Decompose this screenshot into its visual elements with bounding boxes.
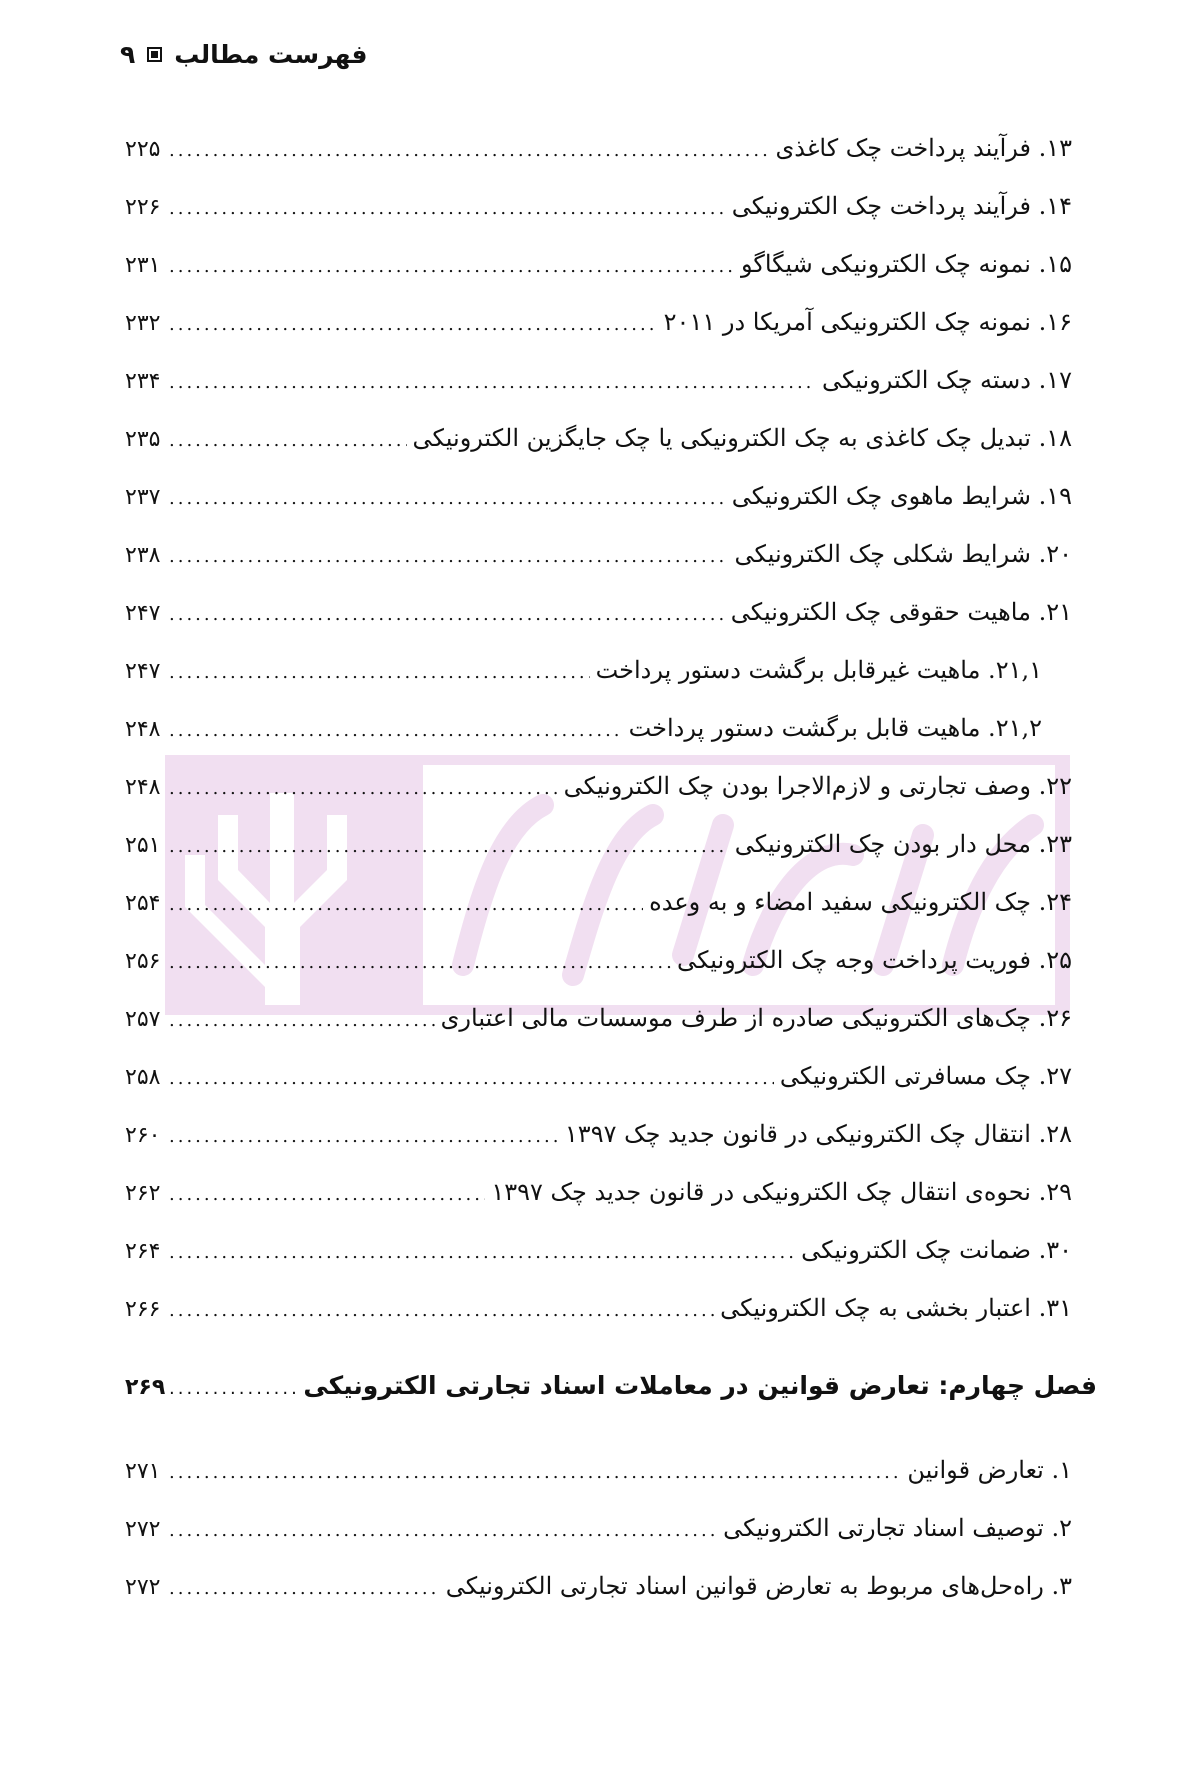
toc-subentry[interactable]: ۲۱,۲. ماهیت قابل برگشت دستور پرداخت ..... ۲۴۸: [125, 708, 1042, 748]
leader-dots: [169, 885, 643, 925]
square-bullet-icon: [147, 47, 162, 62]
toc-chapter-heading[interactable]: فصل چهارم: تعارض قوانین در معاملات اسناد تجارتی الکترونیکی ..... ۲۶۹: [125, 1366, 1097, 1406]
toc-entry[interactable]: ۳. راه‌حل‌های مربوط به تعارض قوانین اسناد تجارتی الکترونیکی ..... ۲۷۲: [125, 1566, 1072, 1606]
leader-dots: [169, 653, 590, 693]
toc-entry[interactable]: ۲۲. وصف تجارتی و لازم‌الاجرا بودن چک الکترونیکی ..... ۲۴۸: [125, 766, 1072, 806]
toc-entry[interactable]: ۱۵. نمونه چک الکترونیکی شیگاگو ..... ۲۳۱: [125, 244, 1072, 284]
toc-entry[interactable]: ۲۳. محل دار بودن چک الکترونیکی ..... ۲۵۱: [125, 824, 1072, 864]
toc-entry[interactable]: ۱۸. تبدیل چک کاغذی به چک الکترونیکی یا چک جایگزین الکترونیکی ..... ۲۳۵: [125, 418, 1072, 458]
leader-dots: [169, 1059, 774, 1099]
leader-dots: [169, 827, 729, 867]
leader-dots: [169, 943, 671, 983]
toc-entry[interactable]: ۲۷. چک مسافرتی الکترونیکی ..... ۲۵۸: [125, 1056, 1072, 1096]
header-page-number: ۹: [120, 40, 136, 69]
toc-entry[interactable]: ۲۶. چک‌های الکترونیکی صادره از طرف موسسات مالی اعتباری ..... ۲۵۷: [125, 998, 1072, 1038]
running-header: [120, 40, 368, 69]
leader-dots: [169, 421, 407, 461]
toc-entry[interactable]: ۱۶. نمونه چک الکترونیکی آمریکا در ۲۰۱۱ ..... ۲۳۲: [125, 302, 1072, 342]
toc-entry[interactable]: ۳۰. ضمانت چک الکترونیکی ..... ۲۶۴: [125, 1230, 1072, 1270]
toc-entry[interactable]: ۱۷. دسته چک الکترونیکی ..... ۲۳۴: [125, 360, 1072, 400]
toc-entry[interactable]: ۱. تعارض قوانین ..... ۲۷۱: [125, 1450, 1072, 1490]
leader-dots: [169, 189, 726, 229]
leader-dots: [169, 769, 558, 809]
toc-entry[interactable]: ۲. توصیف اسناد تجارتی الکترونیکی ..... ۲۷۲: [125, 1508, 1072, 1548]
toc-entry[interactable]: ۳۱. اعتبار بخشی به چک الکترونیکی ..... ۲۶۶: [125, 1288, 1072, 1328]
header-title: فهرست مطالب: [174, 40, 368, 69]
leader-dots: [169, 537, 728, 577]
toc-entry[interactable]: ۲۴. چک الکترونیکی سفید امضاء و به وعده ..... ۲۵۴: [125, 882, 1072, 922]
toc-entry[interactable]: ۲۸. انتقال چک الکترونیکی در قانون جدید چک ۱۳۹۷ ..... ۲۶۰: [125, 1114, 1072, 1154]
leader-dots: [169, 1511, 717, 1551]
toc-entry[interactable]: ۱۳. فرآیند پرداخت چک کاغذی ..... ۲۲۵: [125, 128, 1072, 168]
leader-dots: [169, 1175, 485, 1215]
leader-dots: [169, 1453, 901, 1493]
leader-dots: [169, 305, 658, 345]
leader-dots: [169, 1001, 435, 1041]
leader-dots: [169, 247, 735, 287]
toc-entry[interactable]: ۱۴. فرآیند پرداخت چک الکترونیکی ..... ۲۲۶: [125, 186, 1072, 226]
toc-entry[interactable]: ۱۹. شرایط ماهوی چک الکترونیکی ..... ۲۳۷: [125, 476, 1072, 516]
leader-dots: [169, 1569, 440, 1609]
leader-dots: [169, 131, 770, 171]
toc-subentry[interactable]: ۲۱,۱. ماهیت غیرقابل برگشت دستور پرداخت ..... ۲۴۷: [125, 650, 1042, 690]
leader-dots: [169, 479, 726, 519]
leader-dots: [169, 711, 623, 751]
toc-entry[interactable]: ۲۰. شرایط شکلی چک الکترونیکی ..... ۲۳۸: [125, 534, 1072, 574]
leader-dots: [169, 1117, 559, 1157]
leader-dots: [169, 595, 725, 635]
toc-entry[interactable]: ۲۵. فوریت پرداخت وجه چک الکترونیکی ..... ۲۵۶: [125, 940, 1072, 980]
toc-entry[interactable]: ۲۹. نحوه‌ی انتقال چک الکترونیکی در قانون جدید چک ۱۳۹۷ ..... ۲۶۲: [125, 1172, 1072, 1212]
toc-entry[interactable]: ۲۱. ماهیت حقوقی چک الکترونیکی ..... ۲۴۷: [125, 592, 1072, 632]
leader-dots: [169, 363, 816, 403]
leader-dots: [169, 1369, 297, 1409]
leader-dots: [169, 1291, 714, 1331]
leader-dots: [169, 1233, 795, 1273]
